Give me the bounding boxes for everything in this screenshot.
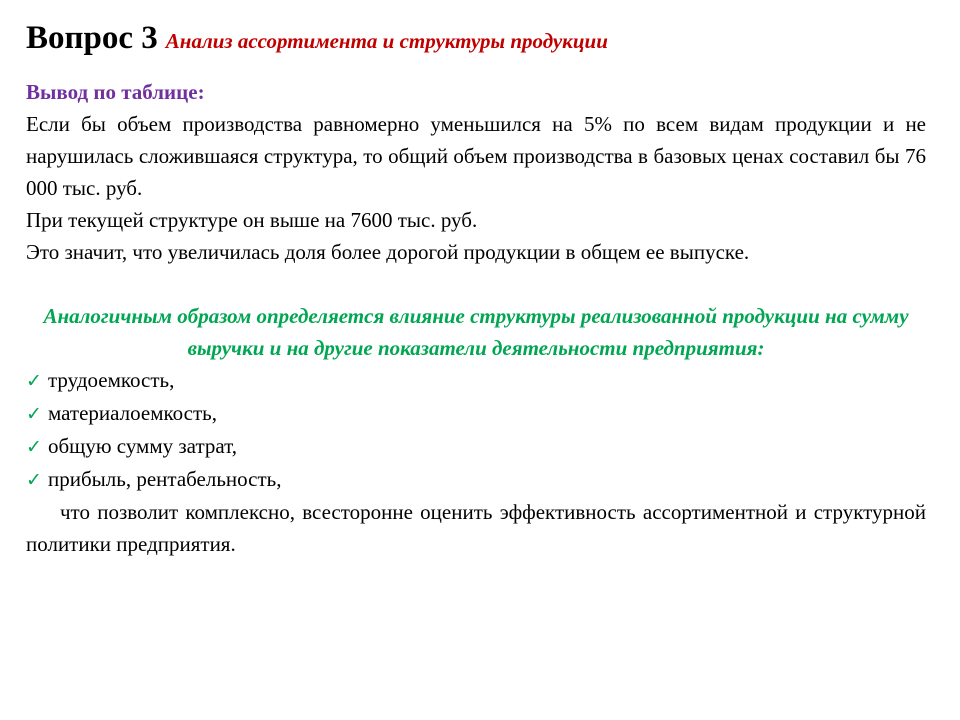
slide-body: [26, 76, 926, 560]
list-item: [26, 364, 926, 397]
slide-subtitle: Анализ ассортимента и структуры продукции: [165, 29, 608, 53]
list-item: [26, 397, 926, 430]
check-mark-icon: ✓: [26, 370, 42, 392]
check-mark-icon: ✓: [26, 403, 42, 425]
check-mark-icon: ✓: [26, 469, 42, 491]
paragraph-current-structure: При текущей структуре он выше на 7600 тыс. руб.: [26, 208, 478, 232]
list-item: [26, 430, 926, 463]
conclusion-heading: Вывод по таблице:: [26, 80, 205, 104]
closing-paragraph: что позволит комплексно, всесторонне оценить эффективность ассортиментной и структурной политики предприятия.: [26, 500, 926, 556]
indicator-list: [26, 364, 926, 496]
paragraph-volume: Если бы объем производства равномерно уменьшился на 5% по всем видам продукции и не нарушилась сложившаяся структура, то общий объем производства в базовых ценах составил бы 76 000 тыс. руб.: [26, 112, 926, 200]
list-item-label: общую сумму затрат,: [48, 434, 238, 458]
spacer: [26, 268, 926, 300]
list-item: [26, 463, 926, 496]
highlight-statement: Аналогичным образом определяется влияние структуры реализованной продукции на сумму выручки и на другие показатели деятельности предприятия:: [43, 304, 909, 360]
check-mark-icon: ✓: [26, 436, 42, 458]
list-item-label: трудоемкость,: [48, 368, 175, 392]
slide-title: [26, 16, 608, 66]
paragraph-meaning: Это значит, что увеличилась доля более дорогой продукции в общем ее выпуске.: [26, 240, 750, 264]
question-label: Вопрос 3: [26, 20, 158, 56]
list-item-label: материалоемкость,: [48, 401, 217, 425]
list-item-label: прибыль, рентабельность,: [48, 467, 282, 491]
